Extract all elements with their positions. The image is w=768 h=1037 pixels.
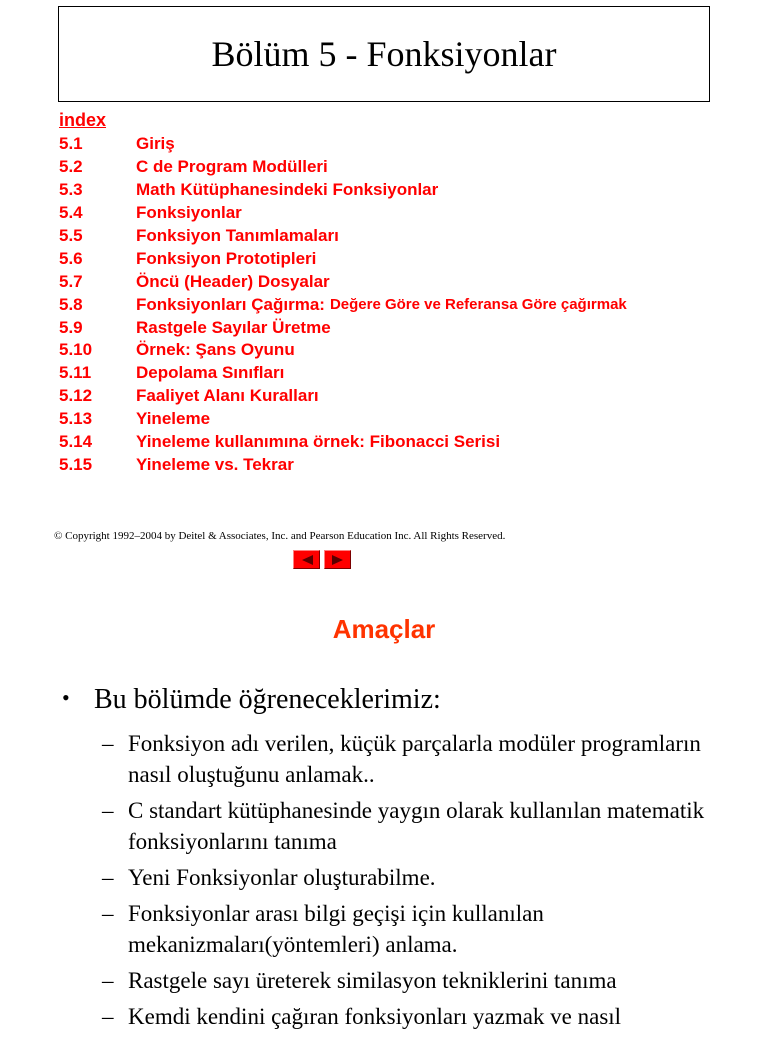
list-item [102,862,728,893]
list-item-text: Fonksiyon adı verilen, küçük parçalarla modüler programların nasıl oluştuğunu anlamak.. [128,731,701,787]
toc-sublabel: Değere Göre ve Referansa Göre çağırmak [329,296,627,314]
toc-item-5-10[interactable] [59,339,627,362]
table-of-contents [59,133,627,476]
previous-slide-button[interactable] [293,550,320,569]
objectives-intro [62,684,441,716]
toc-label: C de Program Modülleri [136,157,328,177]
toc-label: Örnek: Şans Oyunu [136,340,295,360]
toc-item-5-13[interactable] [59,408,627,431]
toc-number: 5.8 [59,294,83,314]
toc-number: 5.6 [59,248,83,268]
toc-label: Fonksiyon Tanımlamaları [136,226,339,245]
toc-label: Fonksiyonlar [136,203,242,223]
toc-item-5-1[interactable] [59,133,627,156]
list-item [102,1001,728,1032]
toc-number: 5.11 [59,363,92,383]
index-link[interactable]: index [59,110,107,130]
list-item [102,965,728,996]
copyright-notice: © Copyright 1992–2004 by Deitel & Associates, Inc. and Pearson Education Inc. All Rights Reserved. [54,530,506,542]
toc-label: Yineleme kullanımına örnek: Fibonacci Serisi [136,432,501,452]
toc-number: 5.7 [59,271,83,291]
toc-number: 5.9 [59,317,83,337]
intro-text: Bu bölümde öğreneceklerimiz: [94,684,441,715]
toc-label: Rastgele Sayılar Üretme [136,317,331,337]
list-item-text: Yeni Fonksiyonlar oluşturabilme. [128,865,436,890]
toc-item-5-2[interactable] [59,156,627,179]
list-item-text: Rastgele sayı üreterek similasyon tekniklerini tanıma [128,968,617,993]
toc-label: Faaliyet Alanı Kuralları [136,386,319,406]
dash-icon: – [102,968,114,993]
toc-item-5-9[interactable] [59,316,627,339]
dash-icon: – [102,865,114,890]
toc-item-5-4[interactable] [59,202,627,225]
toc-label: Öncü (Header) Dosyalar [136,271,330,291]
slide-navigation [293,550,351,569]
toc-number: 5.12 [59,386,93,406]
list-item-text: C standart kütüphanesinde yaygın olarak kullanılan matematik fonksiyonlarını tanıma [128,798,705,854]
toc-item-5-11[interactable] [59,362,627,385]
toc-label: Math Kütüphanesindeki Fonksiyonlar [136,180,439,200]
toc-label: Yineleme vs. Tekrar [136,454,294,474]
list-item [102,898,728,960]
toc-number: 5.2 [59,157,83,177]
toc-number: 5.14 [59,432,93,452]
toc-item-5-6[interactable] [59,247,627,270]
dash-icon: – [102,731,114,756]
toc-item-5-5[interactable] [59,225,627,248]
toc-number: 5.1 [59,134,83,154]
dash-icon: – [102,798,114,823]
objectives-list [102,728,728,1037]
toc-number: 5.13 [59,409,93,429]
left-arrow-icon [300,554,314,566]
page-title: Bölüm 5 - Fonksiyonlar [211,34,557,74]
toc-label: Giriş [136,134,175,154]
bullet-icon: • [62,685,70,710]
toc-number: 5.15 [59,454,93,474]
toc-label: Yineleme [136,409,211,429]
toc-item-5-15[interactable] [59,453,627,476]
section-title: Amaçlar [332,614,436,644]
toc-number: 5.5 [59,226,83,245]
toc-item-5-3[interactable] [59,179,627,202]
list-item [102,728,728,790]
toc-item-5-14[interactable] [59,431,627,454]
toc-item-5-7[interactable] [59,270,627,293]
toc-number: 5.10 [59,340,93,360]
list-item-text: Fonksiyonlar arası bilgi geçişi için kullanılan mekanizmaları(yöntemleri) anlama. [128,901,544,957]
toc-label: Depolama Sınıfları [136,363,285,383]
dash-icon: – [102,901,114,926]
next-slide-button[interactable] [324,550,351,569]
title-box [58,6,710,102]
list-item-text: Kemdi kendini çağıran fonksiyonları yazmak ve nasıl [128,1004,622,1029]
toc-label: Fonksiyon Prototipleri [136,248,317,268]
dash-icon: – [102,1004,114,1029]
toc-label: Fonksiyonları Çağırma: [136,294,325,314]
toc-number: 5.4 [59,203,83,223]
list-item [102,795,728,857]
toc-item-5-8[interactable] [59,293,627,316]
toc-number: 5.3 [59,180,83,200]
toc-item-5-12[interactable] [59,385,627,408]
right-arrow-icon [331,554,345,566]
